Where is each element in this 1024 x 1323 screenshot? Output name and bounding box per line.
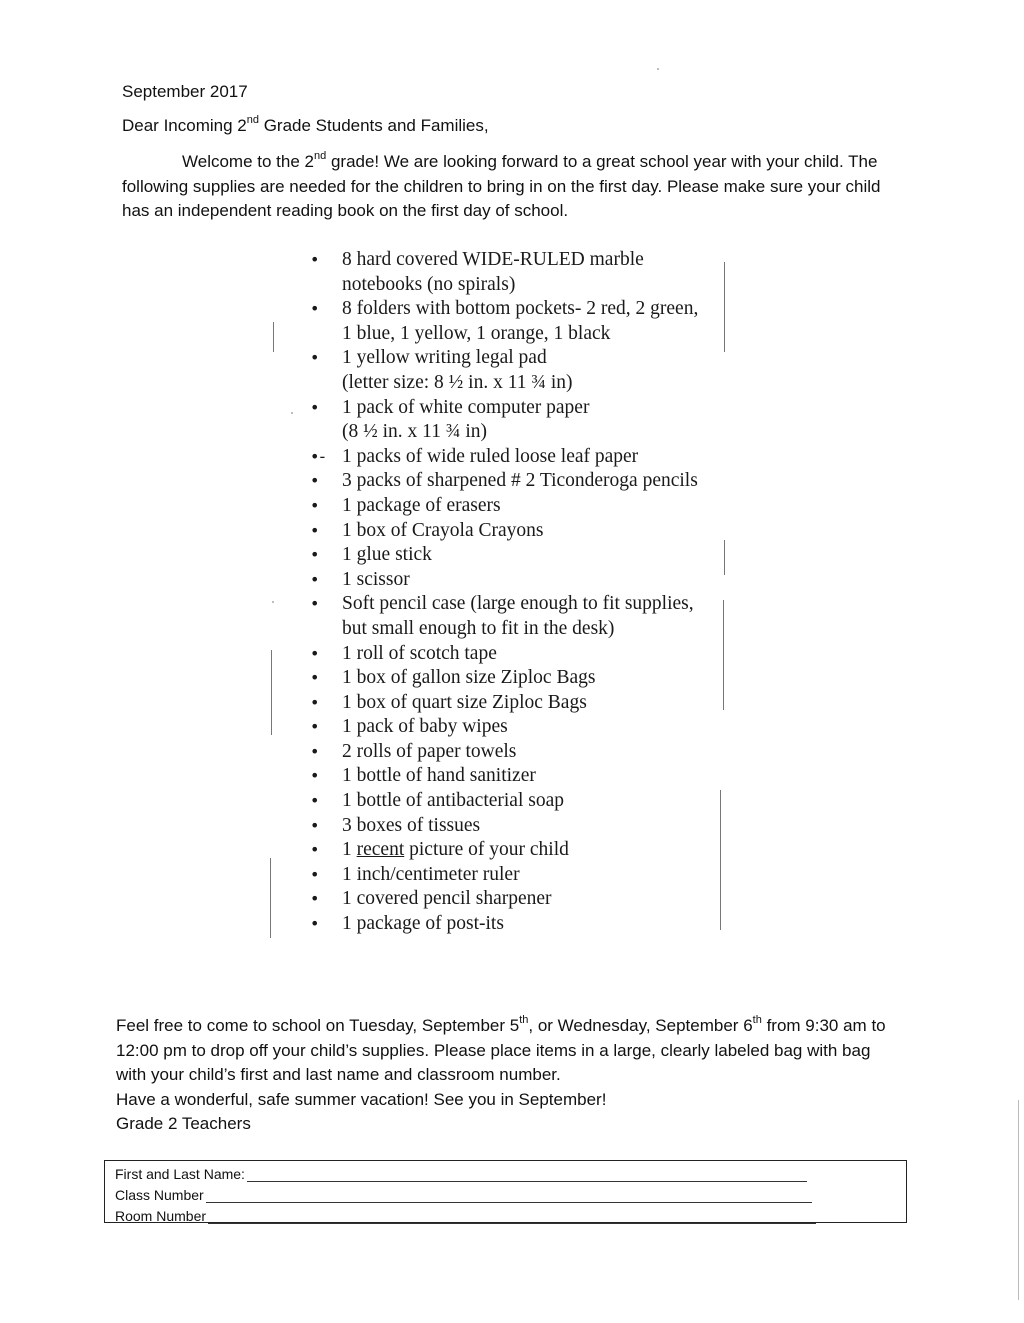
list-item: • 1 roll of scotch tape — [310, 642, 497, 664]
list-item: • 1 pack of white computer paper (8 ½ in. x 11 ¾ in) — [310, 396, 590, 443]
scan-line — [724, 262, 725, 352]
list-item: • 8 hard covered WIDE-RULED marble notebooks (no spirals) — [310, 249, 644, 295]
list-item: • 1 glue stick — [310, 544, 432, 566]
list-item: •- 1 packs of wide ruled loose leaf paper — [310, 445, 639, 467]
list-item: • 3 packs of sharpened # 2 Ticonderoga pencils — [310, 470, 698, 492]
list-item: • 1 covered pencil sharpener — [310, 888, 552, 910]
list-item: • 3 boxes of tissues — [310, 814, 481, 836]
class-row — [115, 1183, 812, 1203]
scan-line — [271, 650, 272, 735]
list-item: • 8 folders with bottom pockets- 2 red, 2 green, 1 blue, 1 yellow, 1 orange, 1 black — [310, 298, 699, 344]
list-item: • 1 pack of baby wipes — [310, 716, 508, 738]
room-label: Room Number — [115, 1208, 207, 1224]
signature: Grade 2 Teachers — [116, 1114, 251, 1133]
greeting-superscript: nd — [246, 114, 259, 127]
list-item: • 1 inch/centimeter ruler — [310, 863, 520, 885]
name-field[interactable] — [247, 1167, 807, 1182]
list-item: • Soft pencil case (large enough to fit supplies, but small enough to fit in the desk) — [310, 593, 694, 639]
dropoff-paragraph: Feel free to come to school on Tuesday, September 5th, or Wednesday, September 6th from 9:30 am to 12:00 pm to drop off your child’s supplies. Please place items in a large, clearly labeled bag with bag with your child’s first and last name and classroom number. — [116, 1014, 886, 1084]
farewell-line: Have a wonderful, safe summer vacation! See you in September! — [116, 1089, 607, 1109]
room-field[interactable] — [208, 1209, 816, 1224]
intro-paragraph — [122, 150, 882, 224]
room-row — [115, 1204, 816, 1224]
scan-line — [273, 322, 274, 352]
intro-text: Welcome to the 2 — [182, 152, 314, 171]
legal-pad-size: (letter size: 8 ½ in. x 11 ¾ in) — [342, 371, 573, 393]
letter-greeting — [122, 116, 489, 136]
list-item: • 1 scissor — [310, 568, 410, 590]
list-item: • 1 package of post-its — [310, 913, 504, 935]
list-item: • 1 bottle of antibacterial soap — [310, 790, 565, 812]
scan-dot — [657, 68, 659, 70]
student-info-form — [104, 1160, 907, 1223]
greeting-text-end: Grade Students and Families, — [258, 116, 489, 135]
scan-line — [724, 540, 725, 575]
name-label: First and Last Name: — [115, 1166, 245, 1182]
intro-text-end: grade! We are looking forward to a great school year with your child. The following supplies are needed for the children to bring in on the first day. Please make sure your child has an independent reading book on the first day of school. — [122, 152, 881, 220]
list-item: • 1 recent picture of your child — [310, 839, 569, 861]
list-item: • 2 rolls of paper towels — [310, 740, 517, 762]
greeting-text: Dear Incoming 2 — [122, 116, 247, 135]
scan-line — [1018, 1100, 1019, 1300]
list-item: • 1 box of gallon size Ziploc Bags — [310, 667, 596, 689]
name-row — [115, 1162, 807, 1182]
scan-line — [723, 600, 724, 710]
computer-paper-size: (8 ½ in. x 11 ¾ in) — [342, 421, 487, 443]
list-item: • 1 bottle of hand sanitizer — [310, 765, 536, 787]
closing-paragraph — [116, 1014, 886, 1137]
underlined-word: recent — [356, 839, 405, 861]
class-label: Class Number — [115, 1187, 204, 1203]
scan-line — [270, 858, 271, 938]
letter-date: September 2017 — [122, 82, 248, 101]
list-item: • 1 package of erasers — [310, 494, 501, 516]
list-item: • 1 box of quart size Ziploc Bags — [310, 691, 587, 713]
scan-dot — [272, 601, 274, 603]
scan-dot — [291, 412, 293, 414]
list-item: • 1 yellow writing legal pad (letter size: 8 ½ in. x 11 ¾ in) — [310, 347, 573, 393]
supply-list — [306, 248, 706, 937]
scan-line — [720, 790, 721, 930]
intro-superscript: nd — [313, 150, 327, 163]
class-field[interactable] — [206, 1188, 812, 1203]
list-item: • 1 box of Crayola Crayons — [310, 519, 544, 541]
